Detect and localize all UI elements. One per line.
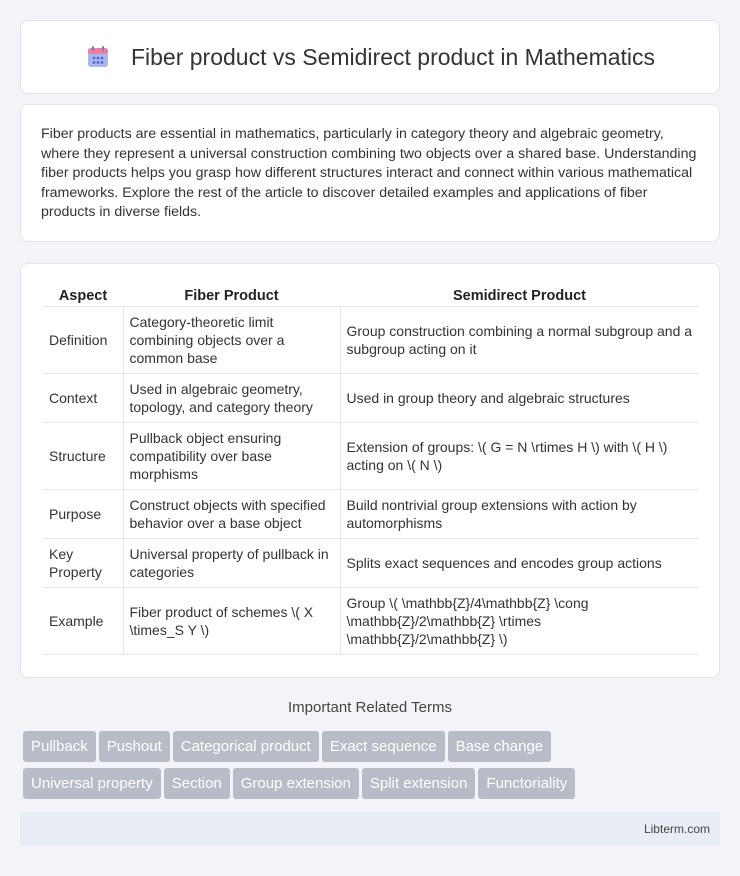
- footer-site-link[interactable]: Libterm.com: [643, 822, 710, 836]
- row-semidirect-value: Used in group theory and algebraic structures: [340, 374, 699, 423]
- header-aspect: Aspect: [43, 284, 123, 307]
- table-row: [43, 490, 699, 539]
- row-fiber-value: Category-theoretic limit combining objects over a common base: [123, 307, 340, 374]
- row-semidirect-value: Group \( \mathbb{Z}/4\mathbb{Z} \cong \mathbb{Z}/2\mathbb{Z} \rtimes \mathbb{Z}/2\mathbb{Z} \): [340, 588, 699, 655]
- row-aspect: Purpose: [43, 490, 123, 539]
- table-row: [43, 539, 699, 588]
- row-aspect: Definition: [43, 307, 123, 374]
- table-row: [43, 588, 699, 655]
- page-title: Fiber product vs Semidirect product in Mathematics: [130, 43, 656, 70]
- intro-text: Fiber products are essential in mathematics, particularly in category theory and algebraic geometry, where they represent a universal construction combining two objects over a shared base. Understanding fiber products helps you grasp how different structures interact and connect within various mathematical frameworks. Explore the rest of the article to discover detailed examples and applications of fiber products in diverse fields.: [41, 126, 697, 220]
- tag-functoriality[interactable]: Functoriality: [478, 768, 575, 799]
- tag-pushout[interactable]: Pushout: [99, 731, 170, 762]
- header-fiber-product: Fiber Product: [123, 284, 340, 307]
- comparison-card: [20, 263, 720, 678]
- related-terms-title: Important Related Terms: [288, 699, 452, 716]
- row-semidirect-value: Build nontrivial group extensions with action by automorphisms: [340, 490, 699, 539]
- row-aspect: Context: [43, 374, 123, 423]
- tag-exact-sequence[interactable]: Exact sequence: [322, 731, 445, 762]
- row-semidirect-value: Splits exact sequences and encodes group actions: [340, 539, 699, 588]
- table-row: [43, 307, 699, 374]
- row-fiber-value: Fiber product of schemes \( X \times_S Y \): [123, 588, 340, 655]
- comparison-table: [43, 284, 699, 655]
- table-header-row: [43, 284, 699, 307]
- row-fiber-value: Pullback object ensuring compatibility over base morphisms: [123, 423, 340, 490]
- row-aspect: Key Property: [43, 539, 123, 588]
- row-fiber-value: Used in algebraic geometry, topology, and category theory: [123, 374, 340, 423]
- tag-universal-property[interactable]: Universal property: [23, 768, 161, 799]
- table-row: [43, 374, 699, 423]
- header-card: [20, 20, 720, 94]
- row-semidirect-value: Extension of groups: \( G = N \rtimes H \) with \( H \) acting on \( N \): [340, 423, 699, 490]
- header-semidirect-product: Semidirect Product: [340, 284, 699, 307]
- intro-card: [20, 104, 720, 242]
- related-terms-list: [23, 731, 723, 805]
- tag-split-extension[interactable]: Split extension: [362, 768, 476, 799]
- tag-pullback[interactable]: Pullback: [23, 731, 96, 762]
- row-fiber-value: Universal property of pullback in categories: [123, 539, 340, 588]
- tag-categorical-product[interactable]: Categorical product: [173, 731, 319, 762]
- calendar-icon: [85, 44, 111, 70]
- row-aspect: Structure: [43, 423, 123, 490]
- row-aspect: Example: [43, 588, 123, 655]
- table-row: [43, 423, 699, 490]
- tag-group-extension[interactable]: Group extension: [233, 768, 359, 799]
- row-fiber-value: Construct objects with specified behavior over a base object: [123, 490, 340, 539]
- footer: [20, 812, 720, 846]
- row-semidirect-value: Group construction combining a normal subgroup and a subgroup acting on it: [340, 307, 699, 374]
- tag-section[interactable]: Section: [164, 768, 230, 799]
- tag-base-change[interactable]: Base change: [448, 731, 552, 762]
